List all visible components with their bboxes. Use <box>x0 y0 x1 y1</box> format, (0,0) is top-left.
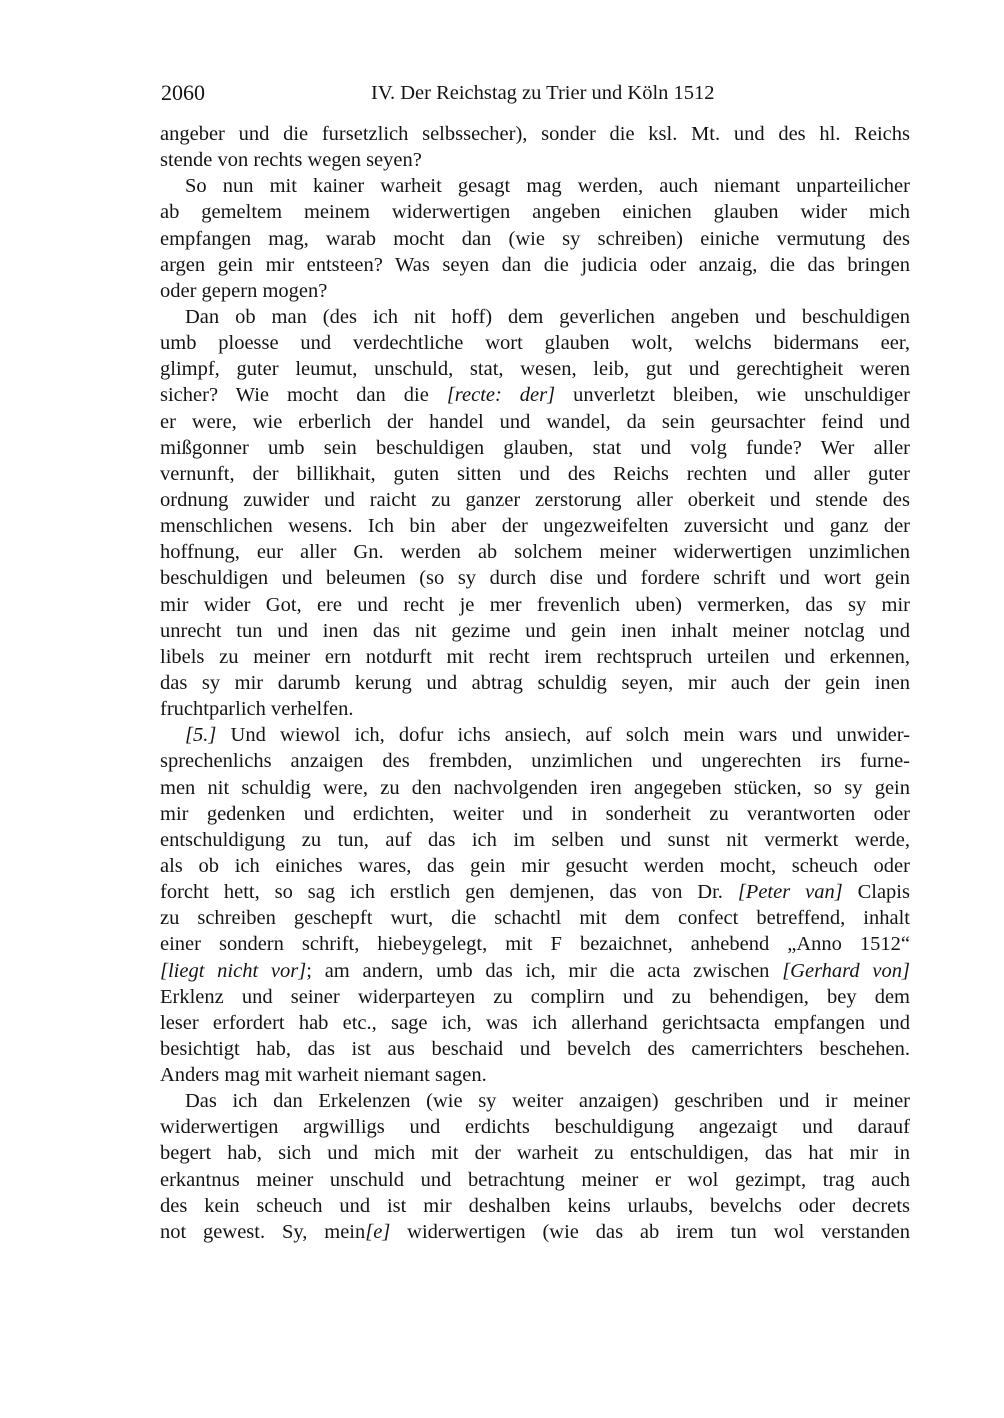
text-line <box>160 1010 910 1036</box>
text-segment: forcht hett, so sag ich erstlich gen demjenen, das von Dr. <box>160 881 738 904</box>
text-line <box>160 618 910 644</box>
text-line <box>160 931 910 957</box>
editorial-note: [recte: der] <box>446 384 556 407</box>
text-line <box>160 304 910 330</box>
text-segment: ; am andern, umb das ich, mir die acta zwischen <box>306 959 783 982</box>
text-line <box>160 252 910 278</box>
text-line <box>160 1036 910 1062</box>
text-segment: des kein scheuch und ist mir deshalben keins urlaubs, bevelchs oder decrets <box>160 1194 910 1217</box>
text-segment: oder gepern mogen? <box>160 279 328 302</box>
text-segment: beschuldigen und beleumen (so sy durch dise und fordere schrift und wort gein <box>160 567 910 590</box>
text-segment: das sy mir darumb kerung und abtrag schuldig seyen, mir auch der gein inen <box>160 671 910 694</box>
text-segment: begert hab, sich und mich mit der warheit zu entschuldigen, das hat mir in <box>160 1142 910 1165</box>
text-line <box>160 1219 910 1245</box>
text-segment: men nit schuldig were, zu den nachvolgenden iren angegeben stücken, so sy gein <box>160 776 910 799</box>
text-line <box>160 435 910 461</box>
text-segment: angeber und die fursetzlich selbssecher), sonder die ksl. Mt. und des hl. Reichs <box>160 123 910 145</box>
text-segment: einer sondern schrift, hiebeygelegt, mit F bezaichnet, anhebend „Anno 1512“ <box>160 933 910 956</box>
text-segment: menschlichen wesens. Ich bin aber der ungezweifelten zuversicht und ganz der <box>160 515 910 538</box>
text-segment: Dan ob man (des ich nit hoff) dem geverlichen angeben und beschuldigen <box>185 305 910 328</box>
editorial-note: [liegt nicht vor] <box>160 959 307 982</box>
text-line <box>160 409 910 435</box>
text-segment: Clapis <box>842 881 910 904</box>
text-line <box>160 226 910 252</box>
text-segment: ordnung zuwider und raicht zu ganzer zerstorung aller oberkeit und stende des <box>160 488 910 511</box>
text-segment: vernunft, der billikhait, guten sitten und des Reichs rechten und aller guter <box>160 462 910 485</box>
body-text <box>160 121 910 1245</box>
text-line <box>160 513 910 539</box>
text-line <box>160 121 910 147</box>
text-line <box>160 748 910 774</box>
text-line <box>160 696 910 722</box>
text-line <box>160 461 910 487</box>
text-line <box>160 330 910 356</box>
text-line <box>160 801 910 827</box>
text-segment: besichtigt hab, das ist aus beschaid und bevelch des camerrichters beschehen. <box>160 1037 910 1060</box>
editorial-note: [5.] <box>185 724 217 747</box>
editorial-note: [Gerhard von] <box>782 959 910 982</box>
editorial-note: [Peter van] <box>737 881 843 904</box>
text-segment: stende von rechts wegen seyen? <box>160 149 422 172</box>
text-line <box>160 1140 910 1166</box>
text-line <box>160 1193 910 1219</box>
text-segment: So nun mit kainer warheit gesagt mag werden, auch niemant unparteilicher <box>185 175 910 198</box>
page-number: 2060 <box>161 80 205 105</box>
text-segment: fruchtparlich verhelfen. <box>160 698 354 721</box>
text-line <box>160 173 910 199</box>
text-line <box>160 487 910 513</box>
text-line <box>160 1167 910 1193</box>
text-segment: sprechenlichs anzaigen des frembden, unzimlichen und ungerechten irs furne- <box>160 750 910 773</box>
editorial-note: [e] <box>365 1220 391 1243</box>
text-line <box>160 644 910 670</box>
text-segment: Anders mag mit warheit niemant sagen. <box>160 1064 487 1087</box>
text-segment: Erklenz und seiner widerparteyen zu complirn und zu behendigen, bey dem <box>160 985 910 1008</box>
text-segment: umb ploesse und verdechtliche wort glauben wolt, welchs bidermans eer, <box>160 332 910 355</box>
text-line <box>160 853 910 879</box>
text-line <box>160 565 910 591</box>
text-segment: ab gemeltem meinem widerwertigen angeben einichen glauben wider mich <box>160 201 910 224</box>
text-line <box>160 592 910 618</box>
text-segment: argen gein mir entsteen? Was seyen dan die judicia oder anzaig, die das bringen <box>160 253 910 276</box>
text-line <box>160 879 910 905</box>
text-segment: mir wider Got, ere und recht je mer frevenlich uben) vermerken, das sy mir <box>160 593 910 616</box>
text-line <box>160 382 910 408</box>
text-segment: leser erfordert hab etc., sage ich, was ich allerhand gerichtsacta empfangen und <box>160 1011 910 1034</box>
text-segment: Das ich dan Erkelenzen (wie sy weiter anzaigen) geschriben und ir meiner <box>185 1090 910 1113</box>
text-line <box>160 356 910 382</box>
text-segment: entschuldigung zu tun, auf das ich im selben und sunst nit vermerkt werde, <box>160 828 910 851</box>
text-segment: unrecht tun und inen das nit gezime und gein inen inhalt meiner notclag und <box>160 619 910 642</box>
text-segment: Und wiewol ich, dofur ichs ansiech, auf solch mein wars und unwider- <box>216 724 910 747</box>
text-line <box>160 722 910 748</box>
text-segment: mir gedenken und erdichten, weiter und in sonderheit zu verantworten oder <box>160 802 910 825</box>
text-segment: not gewest. Sy, mein <box>160 1220 366 1243</box>
text-line <box>160 775 910 801</box>
text-line <box>160 827 910 853</box>
text-line <box>160 1062 910 1088</box>
text-segment: erkantnus meiner unschuld und betrachtung meiner er wol gezimpt, trag auch <box>160 1168 910 1191</box>
text-line <box>160 539 910 565</box>
text-segment: empfangen mag, warab mocht dan (wie sy schreiben) einiche vermutung des <box>160 227 910 250</box>
text-line <box>160 1088 910 1114</box>
text-segment: glimpf, guter leumut, unschuld, stat, wesen, leib, gut und gerechtigheit weren <box>160 358 910 381</box>
text-segment: sicher? Wie mocht dan die <box>160 384 447 407</box>
text-segment: widerwertigen (wie das ab irem tun wol verstanden <box>390 1220 910 1243</box>
text-segment: mißgonner umb sein beschuldigen glauben, stat und volg funde? Wer aller <box>160 436 910 459</box>
text-segment: als ob ich einiches wares, das gein mir gesucht werden mocht, scheuch oder <box>160 854 910 877</box>
text-segment: hoffnung, eur aller Gn. werden ab solchem meiner widerwertigen unzimlichen <box>160 541 910 564</box>
text-line <box>160 905 910 931</box>
text-line <box>160 1114 910 1140</box>
text-line <box>160 199 910 225</box>
text-line <box>160 147 910 173</box>
running-head: IV. Der Reichstag zu Trier und Köln 1512 <box>371 82 715 104</box>
text-line <box>160 958 910 984</box>
text-segment: er were, wie erberlich der handel und wandel, da sein geursachter feind und <box>160 410 910 433</box>
text-line <box>160 984 910 1010</box>
text-segment: widerwertigen argwilligs und erdichts beschuldigung angezaigt und darauf <box>160 1116 910 1139</box>
text-segment: libels zu meiner ern notdurft mit recht irem rechtspruch urteilen und erkennen, <box>160 645 910 668</box>
text-line <box>160 278 910 304</box>
text-segment: unverletzt bleiben, wie unschuldiger <box>555 384 910 407</box>
text-segment: zu schreiben geschepft wurt, die schachtl mit dem confect betreffend, inhalt <box>160 907 910 930</box>
text-line <box>160 670 910 696</box>
